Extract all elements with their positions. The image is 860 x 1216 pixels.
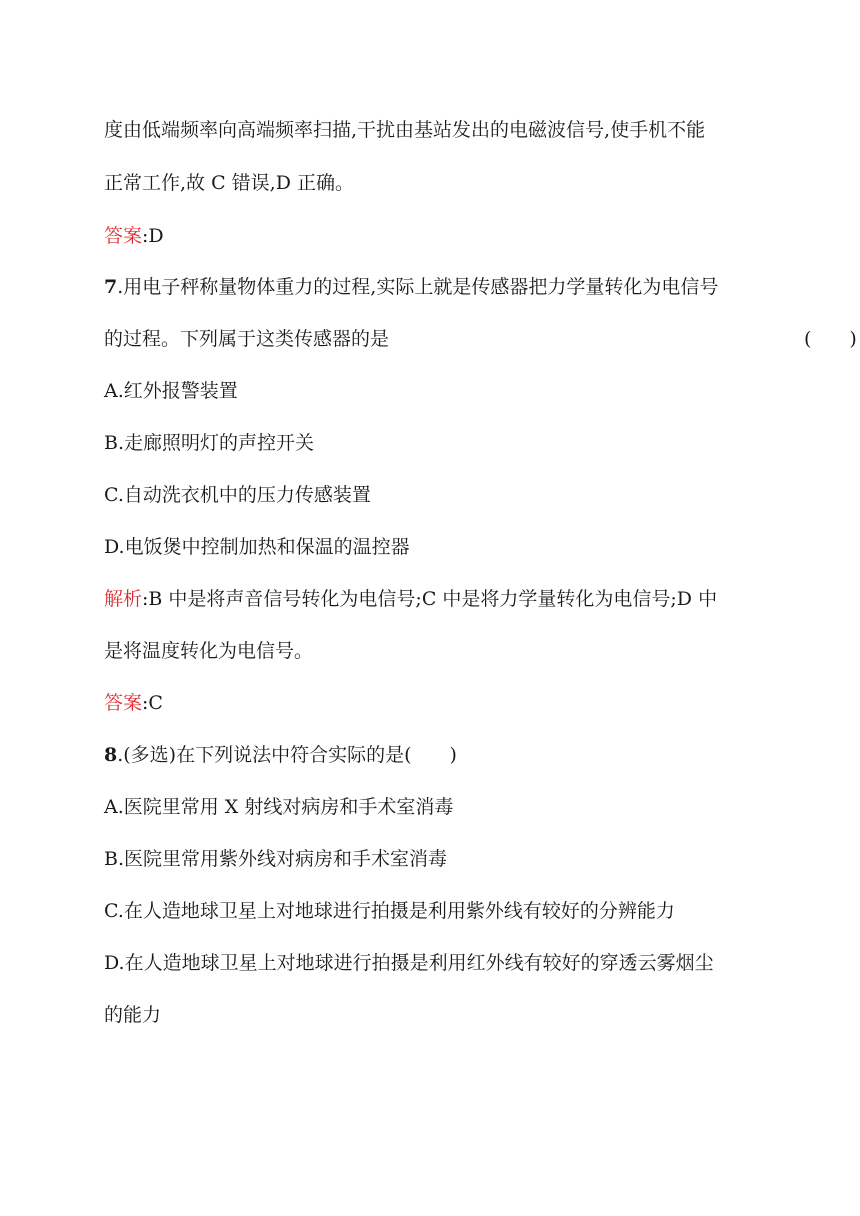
- answer-separator: :: [142, 692, 149, 714]
- question-text: .(多选)在下列说法中符合实际的是( ): [117, 744, 457, 766]
- q7-option-a: A.红外报警装置: [104, 380, 238, 402]
- q8-stem: [104, 742, 764, 768]
- question-text: .用电子秤称量物体重力的过程,实际上就是传感器把力学量转化为电信号: [117, 276, 719, 298]
- q6-explanation-line: 度由低端频率向高端频率扫描,干扰由基站发出的电磁波信号,使手机不能: [104, 119, 706, 141]
- q6-answer: [104, 223, 764, 249]
- q7-stem-cont: [104, 326, 857, 352]
- q6-explanation-line: 正常工作,故 C 错误,D 正确。: [104, 172, 354, 194]
- question-number: 7: [104, 276, 118, 298]
- q8-option-c: C.在人造地球卫星上对地球进行拍摄是利用紫外线有较好的分辨能力: [104, 900, 675, 922]
- q7-option-b: B.走廊照明灯的声控开关: [104, 432, 315, 454]
- q7-option-c: C.自动洗衣机中的压力传感装置: [104, 484, 371, 506]
- q7-explanation-cont: 是将温度转化为电信号。: [104, 640, 314, 662]
- q8-option-a: A.医院里常用 X 射线对病房和手术室消毒: [104, 796, 454, 818]
- answer-separator: :: [142, 225, 149, 247]
- answer-bracket: ( ): [804, 328, 857, 350]
- answer-value: D: [148, 225, 164, 247]
- q8-option-b: B.医院里常用紫外线对病房和手术室消毒: [104, 848, 448, 870]
- q7-explanation: [104, 586, 764, 612]
- answer-value: C: [148, 692, 163, 714]
- q7-answer: [104, 690, 764, 716]
- question-text: 的过程。下列属于这类传感器的是: [104, 328, 390, 350]
- q8-option-d-cont: 的能力: [104, 1004, 162, 1026]
- question-number: 8: [104, 744, 118, 766]
- explanation-label: 解析: [104, 588, 143, 610]
- q7-stem: [104, 274, 764, 300]
- q7-option-d: D.电饭煲中控制加热和保温的温控器: [104, 536, 410, 558]
- answer-label: 答案: [104, 225, 143, 247]
- explanation-text: B 中是将声音信号转化为电信号;C 中是将力学量转化为电信号;D 中: [148, 588, 718, 610]
- q8-option-d: D.在人造地球卫星上对地球进行拍摄是利用红外线有较好的穿透云雾烟尘: [104, 952, 714, 974]
- explanation-separator: :: [142, 588, 149, 610]
- answer-label: 答案: [104, 692, 143, 714]
